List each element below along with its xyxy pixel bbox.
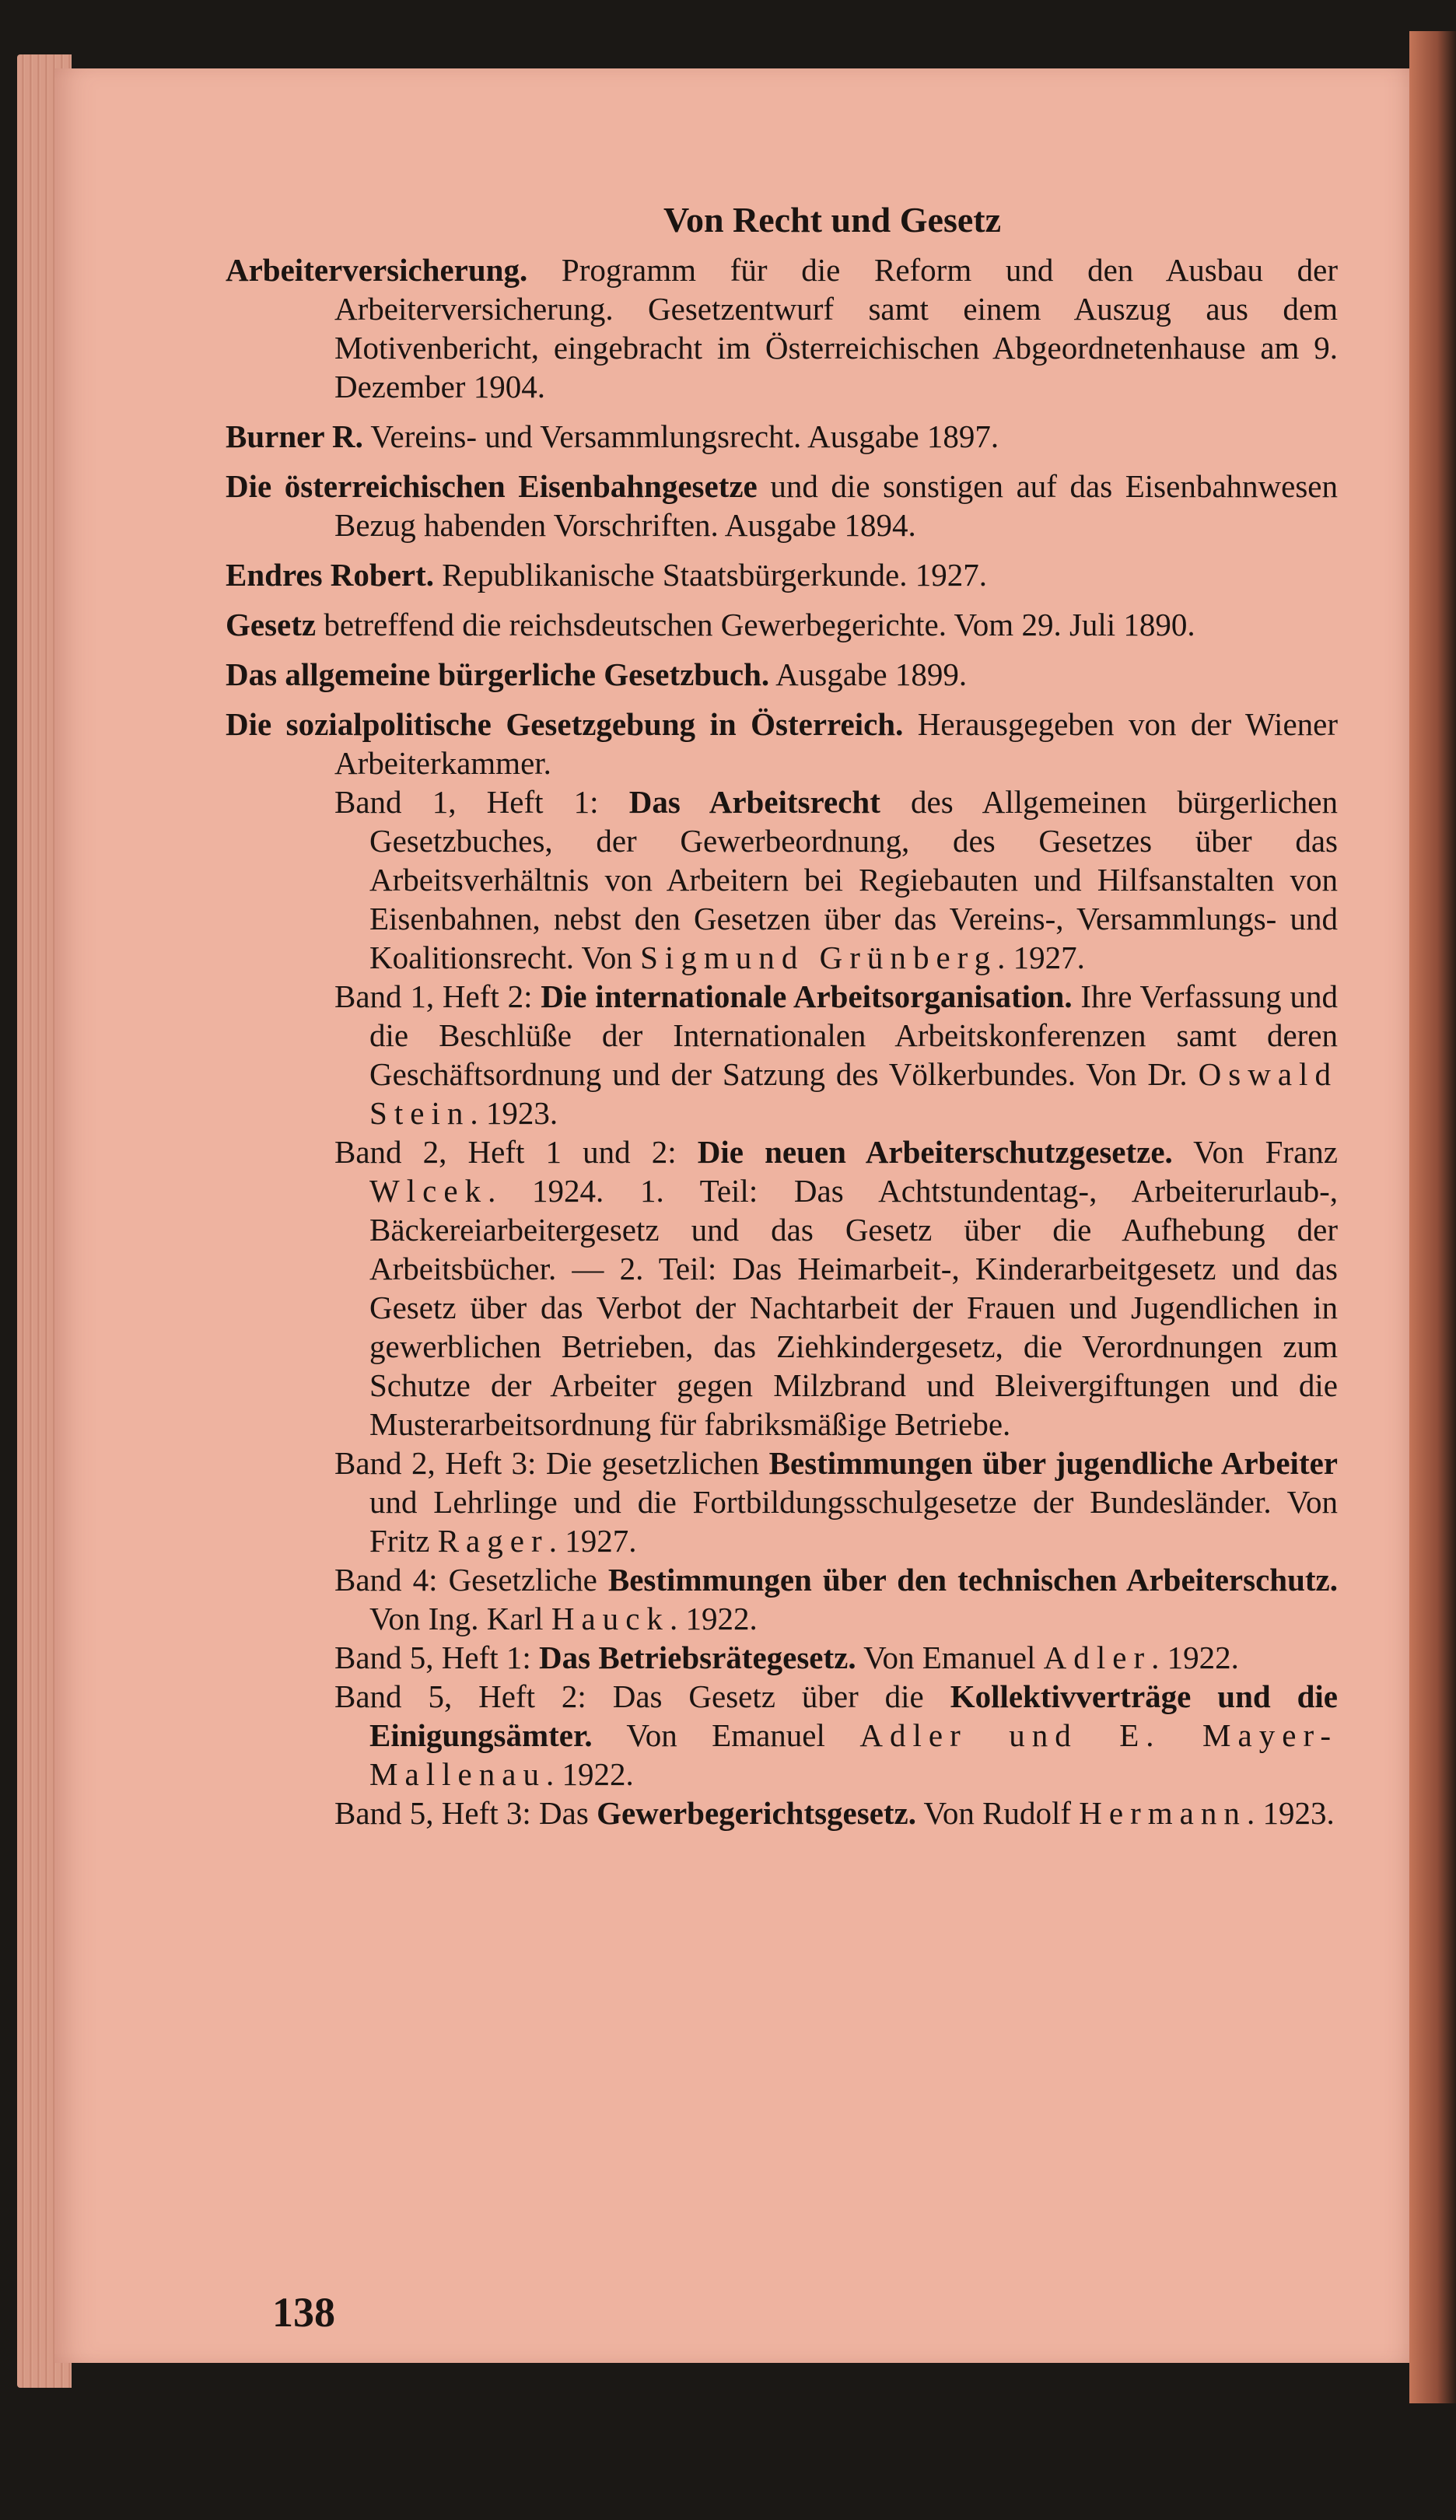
- author-name: Sigmund Grünberg: [640, 940, 998, 975]
- bibliography-entry: Die sozialpolitische Gesetzgebung in Österreich. Herausgegeben von der Wiener Arbeiterkammer.: [226, 706, 1338, 781]
- volume-entry: Band 1, Heft 1: Das Arbeitsrecht des Allgemeinen bürgerlichen Gesetzbuches, der Gewerbeordnung, des Gesetzes über das Arbeitsverhältnis von Arbeitern bei Regiebauten und Hilfsanstalten von Eisenbahnen, nebst den Gesetzen über das Vereins-, Versammlungs- und Koalitionsrecht. Von Sigmund Grünberg. 1927.: [334, 784, 1338, 975]
- bibliography-entry: Endres Robert. Republikanische Staatsbürgerkunde. 1927.: [226, 557, 987, 593]
- author-name: Wlcek: [369, 1173, 488, 1209]
- running-head: Von Recht und Gesetz: [663, 200, 1002, 240]
- author-name: Hauck: [551, 1601, 670, 1636]
- volume-entry: Band 5, Heft 2: Das Gesetz über die Kollektivverträge und die Einigungsämter. Von Emanuel Adler und E. Mayer-Mallenau. 1922.: [334, 1678, 1338, 1792]
- bibliography-entry: Die österreichischen Eisenbahngesetze und die sonstigen auf das Eisenbahnwesen Bezug habenden Vorschriften. Ausgabe 1894.: [226, 468, 1338, 543]
- volume-entry: Band 1, Heft 2: Die internationale Arbeitsorganisation. Ihre Verfassung und die Beschlüße der Internationalen Arbeitskonferenzen samt deren Geschäftsordnung und der Satzung des Völkerbundes. Von Dr. Oswald Stein. 1923.: [334, 978, 1338, 1131]
- author-name: Adler und E. Mayer-Mallenau: [369, 1717, 1338, 1792]
- bibliography-entry: Gesetz betreffend die reichsdeutschen Gewerbegerichte. Vom 29. Juli 1890.: [226, 607, 1195, 642]
- volume-entry: Band 2, Heft 1 und 2: Die neuen Arbeiterschutzgesetze. Von Franz Wlcek. 1924. 1. Teil: Das Achtstundentag-, Arbeiterurlaub-, Bäckereiarbeitergesetz und das Gesetz über die Aufhebung der Arbeitsbücher. — 2. Teil: Das Heimarbeit-, Kinderarbeitgesetz und das Gesetz über das Verbot der Nachtarbeit der Frauen und Jugendlichen in gewerblichen Betrieben, das Ziehkindergesetz, die Verordnungen zum Schutze der Arbeiter gegen Milzbrand und Bleivergiftungen und die Musterarbeitsordnung für fabriksmäßige Betriebe.: [334, 1134, 1338, 1442]
- bibliography-entry: Arbeiterversicherung. Programm für die Reform und den Ausbau der Arbeiterversicherung. Gesetzentwurf samt einem Auszug aus dem Motivenbericht, eingebracht im Österreichischen Abgeordnetenhause am 9. Dezember 1904.: [226, 252, 1338, 404]
- bibliography-entry: Burner R. Vereins- und Versammlungsrecht. Ausgabe 1897.: [226, 418, 999, 454]
- author-name: Adler: [1043, 1640, 1152, 1675]
- volume-entry: Band 2, Heft 3: Die gesetzlichen Bestimmungen über jugendliche Arbeiter und Lehrlinge und die Fortbildungsschulgesetze der Bundesländer. Von Fritz Rager. 1927.: [334, 1445, 1338, 1559]
- page-content: [226, 201, 1338, 1832]
- author-name: Oswald Stein: [369, 1056, 1338, 1131]
- volume-entry: Band 4: Gesetzliche Bestimmungen über den technischen Arbeiterschutz. Von Ing. Karl Hauck. 1922.: [334, 1562, 1338, 1636]
- author-name: Hermann: [1079, 1795, 1247, 1831]
- author-name: Rager: [437, 1523, 549, 1559]
- volume-entry: Band 5, Heft 3: Das Gewerbegerichtsgesetz. Von Rudolf Hermann. 1923.: [334, 1795, 1335, 1831]
- bibliography-entry: Das allgemeine bürgerliche Gesetzbuch. Ausgabe 1899.: [226, 656, 968, 692]
- volume-entry: Band 5, Heft 1: Das Betriebsrätegesetz. Von Emanuel Adler. 1922.: [334, 1640, 1239, 1675]
- book-spine: [1409, 31, 1456, 2403]
- page-number: 138: [272, 2289, 335, 2336]
